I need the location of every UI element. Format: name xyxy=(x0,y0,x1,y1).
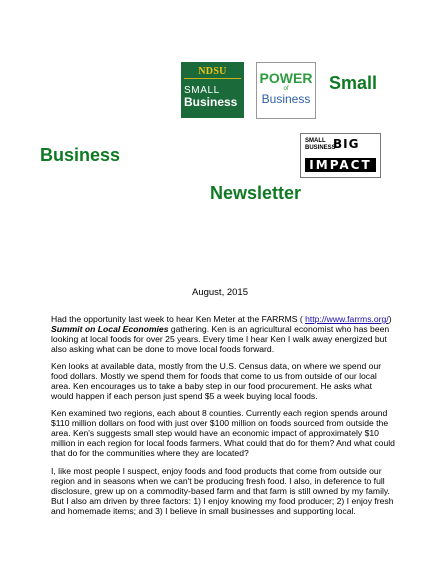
ndsu-logo-rule xyxy=(184,78,241,79)
paragraph-1-intro: Had the opportunity last week to hear Ken Meter at the FARRMS ( xyxy=(51,314,306,324)
paragraph-4 xyxy=(51,466,396,516)
small-business-big-impact-logo xyxy=(300,133,381,178)
paragraph-1-rest: gathering. Ken is an agricultural economist who has been looking at local foods for over 25 years. Every time I hear Ken I walk away energized but also asking what can be done to move local foods forward. xyxy=(51,324,390,354)
paragraph-3 xyxy=(51,408,396,458)
big-impact-logo-small-business: SMALL BUSINESS xyxy=(305,138,336,151)
paragraph-1-paren: ) xyxy=(388,314,392,324)
ndsu-small-business-logo xyxy=(181,62,244,118)
paragraph-2-text: Ken looks at available data, mostly from the U.S. Census data, on where we spend our food dollars. Mostly we spend them for foods that come to us from outside of our local area. Ken encourages us to take a baby step in our food procurement. He asks what would happen if each person just spend $5 a week buying local foods. xyxy=(51,361,382,401)
ndsu-logo-small: SMALL xyxy=(184,85,220,96)
power-of-business-logo xyxy=(256,62,316,119)
summit-title: Summit on Local Economies xyxy=(51,324,169,334)
power-logo-power: POWER xyxy=(259,70,313,86)
newsletter-date: August, 2015 xyxy=(192,287,248,298)
big-impact-logo-big: BIG xyxy=(333,137,360,151)
ndsu-logo-business: Business xyxy=(184,95,238,109)
paragraph-3-text: Ken examined two regions, each about 8 counties. Currently each region spends around $110 million dollars on food with just over $100 million on foods sourced from outside the area. Ken's suggests small step would have an economic impact of approximately $10 million in each region for local foods farmers. What could that do for them? And what could that do for the communities where they are located? xyxy=(51,408,395,458)
farrms-link[interactable]: http://www.farrms.org/ xyxy=(305,314,389,324)
title-business: Business xyxy=(40,145,121,165)
paragraph-2 xyxy=(51,361,396,401)
ndsu-logo-text: NDSU xyxy=(198,66,227,77)
paragraph-1 xyxy=(51,314,396,354)
title-newsletter: Newsletter xyxy=(210,183,302,203)
title-small: Small xyxy=(329,73,378,93)
big-impact-logo-impact: IMPACT xyxy=(305,158,376,172)
power-logo-business: Business xyxy=(261,92,311,106)
power-logo-of: of xyxy=(283,86,289,92)
paragraph-4-text: I, like most people I suspect, enjoy foods and food products that come from outside our region and in seasons when we can't be producing fresh food. I also, in deference to full disclosure, grew up on a commodity-based farm and that farm is still owned by my family. But I also am driven by three factors: 1) I enjoy knowing my food producer; 2) I enjoy fresh and homemade items; and 3) I believe in small businesses and supporting local. xyxy=(51,466,394,516)
